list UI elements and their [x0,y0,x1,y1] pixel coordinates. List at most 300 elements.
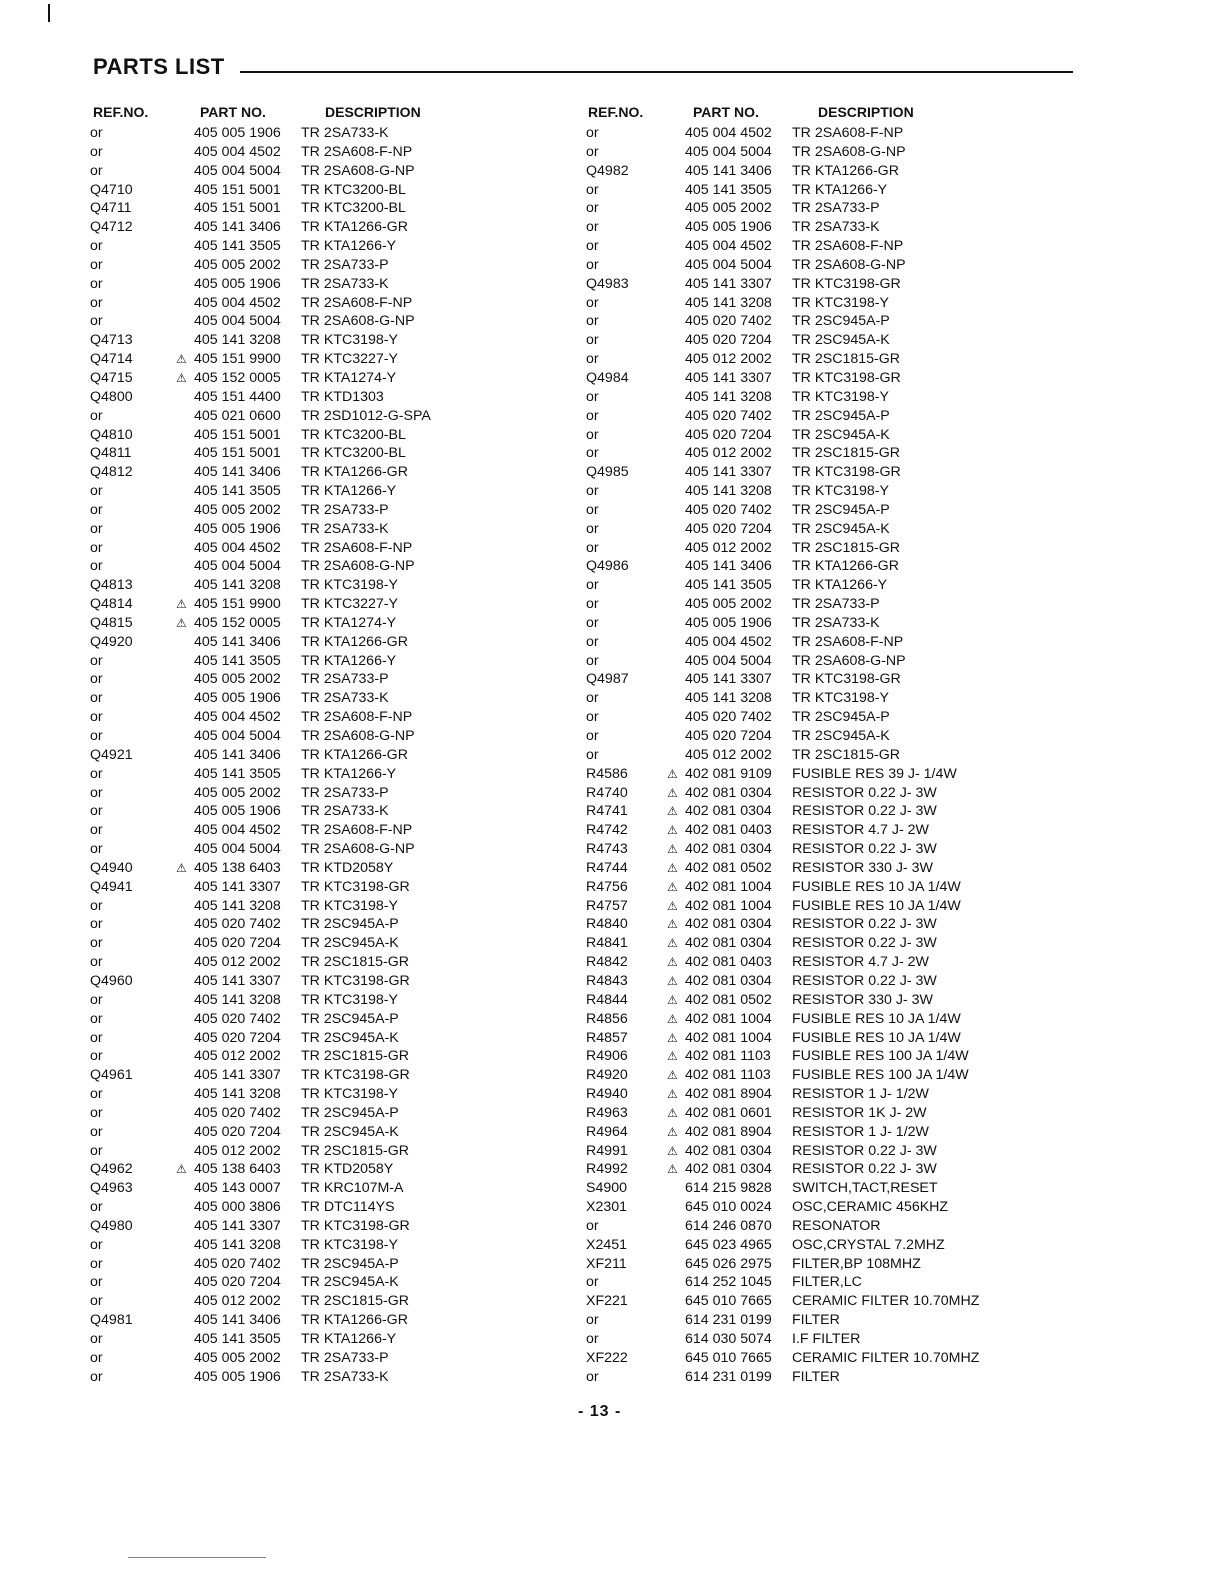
ref-no-cell: or [586,577,599,594]
warning-icon: ⚠ [667,1030,678,1045]
ref-no-cell: Q4940 [90,859,133,876]
part-no-cell: 405 012 2002 [194,1142,281,1159]
description-cell: RESISTOR 0.22 J- 3W [792,935,937,952]
description-cell: TR KTA1266-Y [792,181,888,198]
description-cell: TR KTC3198-GR [301,878,410,895]
ref-no-cell: Q4712 [90,219,133,236]
part-no-cell: 614 246 0870 [685,1217,772,1234]
ref-no-cell: Q4961 [90,1067,133,1084]
ref-no-cell: or [586,313,599,330]
description-cell: TR KTC3198-Y [792,294,889,311]
description-cell: FUSIBLE RES 10 JA 1/4W [792,878,961,895]
ref-no-cell: R4844 [586,991,628,1008]
part-no-cell: 405 141 3406 [194,633,281,650]
description-cell: I.F FILTER [792,1331,861,1347]
header-part-no: PART NO. [200,104,266,120]
description-cell: TR 2SA608-F-NP [792,238,904,255]
description-cell: RESISTOR 0.22 J- 3W [792,803,937,820]
part-no-cell: 405 004 4502 [685,125,772,141]
description-cell: TR KTA1266-GR [792,558,899,575]
description-cell: TR 2SA608-F-NP [301,294,413,311]
description-cell: TR 2SA608-G-NP [301,841,415,858]
ref-no-cell: S4900 [586,1180,628,1197]
description-cell: TR KTC3198-GR [792,464,901,481]
part-no-cell: 405 141 3208 [194,332,281,349]
ref-no-cell: R4963 [586,1104,628,1121]
description-cell: TR 2SC945A-P [792,709,890,726]
part-no-cell: 402 081 8904 [685,1123,772,1140]
warning-icon: ⚠ [667,1087,678,1102]
description-cell: TR KTA1266-Y [301,1331,397,1347]
ref-no-cell: or [586,614,599,631]
ref-no-cell: or [90,897,103,914]
ref-no-cell: or [586,200,599,217]
ref-no-cell: or [586,633,599,650]
description-cell: TR 2SC945A-P [792,313,890,330]
description-cell: TR 2SA733-K [792,614,880,631]
part-no-cell: 405 020 7204 [685,332,772,349]
description-cell: FILTER,BP 108MHZ [792,1255,921,1272]
ref-no-cell: or [90,1274,103,1291]
description-cell: TR 2SC1815-GR [792,539,901,556]
description-cell: TR KTC3227-Y [301,351,398,368]
ref-no-cell: or [90,1086,103,1103]
ref-no-cell: or [90,294,103,311]
ref-no-cell: R4964 [586,1123,628,1140]
part-no-cell: 405 141 3505 [194,483,281,500]
description-cell: RESISTOR 0.22 J- 3W [792,784,937,801]
description-cell: TR KTC3198-GR [792,671,901,688]
ref-no-cell: R4744 [586,859,628,876]
ref-no-cell: or [586,125,599,141]
part-no-cell: 405 020 7402 [685,407,772,424]
ref-no-cell: X2301 [586,1199,628,1216]
warning-icon: ⚠ [667,1124,678,1139]
bottom-rule [128,1557,266,1558]
description-cell: TR KTC3198-GR [301,972,410,989]
part-no-cell: 405 005 2002 [194,501,281,518]
description-cell: TR 2SC1815-GR [792,445,901,462]
description-cell: TR 2SA608-F-NP [792,125,904,141]
description-cell: TR KTC3198-Y [301,897,398,914]
ref-no-cell: R4992 [586,1161,628,1178]
part-no-cell: 402 081 0304 [685,1161,772,1178]
part-no-cell: 405 012 2002 [685,746,772,763]
ref-no-cell: Q4921 [90,746,133,763]
description-cell: TR KTD1303 [301,388,384,405]
description-cell: TR KTC3198-GR [301,1217,410,1234]
part-no-cell: 405 141 3307 [194,1217,281,1234]
warning-icon: ⚠ [667,992,678,1007]
part-no-cell: 405 004 5004 [194,313,281,330]
ref-no-cell: R4940 [586,1086,628,1103]
ref-no-cell: or [90,483,103,500]
ref-no-cell: or [90,313,103,330]
ref-no-cell: or [90,143,103,160]
part-no-cell: 405 004 4502 [194,143,281,160]
part-no-cell: 614 030 5074 [685,1331,772,1347]
ref-no-cell: Q4981 [90,1312,133,1329]
part-no-cell: 405 141 3505 [194,652,281,669]
description-cell: CERAMIC FILTER 10.70MHZ [792,1349,980,1366]
description-cell: TR 2SA608-G-NP [792,256,906,273]
description-cell: RESISTOR 1 J- 1/2W [792,1086,929,1103]
part-no-cell: 405 012 2002 [685,539,772,556]
ref-no-cell: or [90,1104,103,1121]
part-no-cell: 405 141 3208 [194,897,281,914]
warning-icon: ⚠ [667,917,678,932]
part-no-cell: 405 151 5001 [194,445,281,462]
part-no-cell: 405 141 3307 [194,972,281,989]
page-title: PARTS LIST [93,54,225,79]
part-no-cell: 405 020 7402 [685,313,772,330]
description-cell: TR KTC3198-GR [792,369,901,386]
description-cell: TR 2SA733-K [301,1368,389,1385]
description-cell: TR 2SD1012-G-SPA [301,407,431,424]
part-no-cell: 405 141 3208 [194,991,281,1008]
header-ref-no: REF.NO. [93,104,149,120]
header-part-no: PART NO. [693,104,759,120]
ref-no-cell: or [90,238,103,255]
part-no-cell: 405 141 3406 [685,162,772,179]
description-cell: TR KTC3227-Y [301,596,398,613]
part-no-cell: 405 020 7402 [194,916,281,933]
warning-icon: ⚠ [667,785,678,800]
part-no-cell: 405 141 3505 [685,577,772,594]
description-cell: RESISTOR 1K J- 2W [792,1104,927,1121]
part-no-cell: 405 151 9900 [194,596,281,613]
description-cell: TR 2SC1815-GR [792,746,901,763]
ref-no-cell: or [90,256,103,273]
part-no-cell: 405 020 7402 [685,709,772,726]
description-cell: TR 2SC1815-GR [301,954,410,971]
description-cell: TR 2SA733-P [792,200,880,217]
ref-no-cell: or [90,784,103,801]
part-no-cell: 405 020 7204 [194,1274,281,1291]
description-cell: TR 2SA608-F-NP [301,709,413,726]
ref-no-cell: or [586,426,599,443]
ref-no-cell: or [90,765,103,782]
description-cell: TR 2SC945A-K [792,426,890,443]
part-no-cell: 405 151 4400 [194,388,281,405]
part-no-cell: 405 141 3208 [194,1086,281,1103]
part-no-cell: 405 138 6403 [194,1161,281,1178]
part-no-cell: 405 021 0600 [194,407,281,424]
ref-no-cell: or [90,803,103,820]
ref-no-cell: R4742 [586,822,628,839]
header-description: DESCRIPTION [325,104,421,120]
ref-no-cell: or [90,520,103,537]
part-no-cell: 405 141 3208 [194,577,281,594]
description-cell: TR 2SA733-P [301,256,389,273]
description-cell: TR 2SC945A-P [792,407,890,424]
description-cell: TR KRC107M-A [301,1180,404,1197]
part-no-cell: 405 020 7204 [685,426,772,443]
part-no-cell: 405 141 3406 [194,1312,281,1329]
part-no-cell: 405 141 3505 [194,1331,281,1347]
warning-icon: ⚠ [667,1011,678,1026]
ref-no-cell: or [90,125,103,141]
ref-no-cell: or [586,1331,599,1347]
ref-no-cell: Q4815 [90,614,133,631]
description-cell: TR KTC3198-Y [301,577,398,594]
ref-no-cell: or [586,351,599,368]
ref-no-cell: or [90,916,103,933]
ref-no-cell: or [90,652,103,669]
ref-no-cell: R4757 [586,897,628,914]
warning-icon: ⚠ [176,615,187,630]
ref-no-cell: or [90,1142,103,1159]
ref-no-cell: X2451 [586,1236,628,1253]
ref-no-cell: R4857 [586,1029,628,1046]
description-cell: TR 2SA733-K [301,690,389,707]
part-no-cell: 405 138 6403 [194,859,281,876]
ref-no-cell: R4743 [586,841,628,858]
description-cell: TR KTA1266-GR [301,633,408,650]
description-cell: TR 2SA733-K [301,125,389,141]
description-cell: TR 2SC945A-P [301,1104,399,1121]
part-no-cell: 405 012 2002 [194,1048,281,1065]
part-no-cell: 405 004 5004 [194,558,281,575]
part-no-cell: 405 004 4502 [194,822,281,839]
part-no-cell: 614 231 0199 [685,1368,772,1385]
warning-icon: ⚠ [176,597,187,612]
ref-no-cell: R4842 [586,954,628,971]
ref-no-cell: or [586,219,599,236]
description-cell: FUSIBLE RES 100 JA 1/4W [792,1067,969,1084]
description-cell: TR 2SC945A-P [792,501,890,518]
part-no-cell: 405 151 5001 [194,181,281,198]
part-no-cell: 405 005 2002 [194,784,281,801]
ref-no-cell: or [90,1293,103,1310]
warning-icon: ⚠ [667,766,678,781]
description-cell: TR 2SC945A-K [301,1274,399,1291]
header-ref-no: REF.NO. [588,104,644,120]
part-no-cell: 645 010 7665 [685,1349,772,1366]
ref-no-cell: or [90,1199,103,1216]
header-description: DESCRIPTION [818,104,914,120]
ref-no-cell: or [586,1312,599,1329]
ref-no-cell: Q4714 [90,351,133,368]
part-no-cell: 402 081 0304 [685,1142,772,1159]
part-no-cell: 405 012 2002 [194,1293,281,1310]
part-no-cell: 405 141 3307 [685,464,772,481]
part-no-cell: 405 012 2002 [685,351,772,368]
part-no-cell: 405 012 2002 [685,445,772,462]
part-no-cell: 405 141 3406 [194,746,281,763]
ref-no-cell: R4741 [586,803,628,820]
part-no-cell: 402 081 1004 [685,1029,772,1046]
description-cell: TR 2SA608-F-NP [792,633,904,650]
description-cell: TR 2SC1815-GR [792,351,901,368]
part-no-cell: 402 081 0304 [685,784,772,801]
ref-no-cell: Q4986 [586,558,629,575]
part-no-cell: 405 005 2002 [685,200,772,217]
part-no-cell: 405 151 5001 [194,426,281,443]
ref-no-cell: or [90,991,103,1008]
part-no-cell: 405 020 7204 [194,935,281,952]
description-cell: TR 2SC945A-K [301,1123,399,1140]
ref-no-cell: or [90,1236,103,1253]
ref-no-cell: or [90,822,103,839]
part-no-cell: 405 152 0005 [194,369,281,386]
part-no-cell: 405 141 3307 [194,878,281,895]
page-number: - 13 - [578,1403,622,1420]
description-cell: TR KTA1266-GR [301,1312,408,1329]
ref-no-cell: or [90,1010,103,1027]
warning-icon: ⚠ [667,1068,678,1083]
description-cell: TR KTC3200-BL [301,181,406,198]
description-cell: TR 2SC945A-K [792,728,890,744]
part-no-cell: 405 141 3307 [685,369,772,386]
description-cell: TR KTA1266-GR [301,464,408,481]
ref-no-cell: Q4800 [90,388,133,405]
description-cell: TR KTA1266-Y [301,483,397,500]
ref-no-cell: Q4962 [90,1161,133,1178]
ref-no-cell: or [586,238,599,255]
description-cell: RESISTOR 0.22 J- 3W [792,916,937,933]
description-cell: RESISTOR 0.22 J- 3W [792,1161,937,1178]
part-no-cell: 402 081 1103 [685,1048,771,1065]
description-cell: TR 2SA608-F-NP [301,822,413,839]
description-cell: TR KTC3198-Y [301,991,398,1008]
ref-no-cell: Q4814 [90,596,133,613]
ref-no-cell: R4840 [586,916,628,933]
part-no-cell: 402 081 9109 [685,765,772,782]
ref-no-cell: Q4713 [90,332,133,349]
ref-no-cell: Q4941 [90,878,133,895]
description-cell: RESISTOR 4.7 J- 2W [792,822,929,839]
ref-no-cell: R4841 [586,935,628,952]
ref-no-cell: Q4985 [586,464,629,481]
description-cell: TR 2SA608-G-NP [301,558,415,575]
ref-no-cell: or [90,690,103,707]
ref-no-cell: or [90,1123,103,1140]
description-cell: TR DTC114YS [301,1199,395,1216]
ref-no-cell: Q4980 [90,1217,133,1234]
ref-no-cell: Q4920 [90,633,133,650]
part-no-cell: 405 141 3208 [685,483,772,500]
ref-no-cell: or [90,954,103,971]
part-no-cell: 405 020 7402 [685,501,772,518]
description-cell: TR KTA1266-Y [792,577,888,594]
warning-icon: ⚠ [176,352,187,367]
part-no-cell: 402 081 1004 [685,897,772,914]
ref-no-cell: Q4810 [90,426,133,443]
ref-no-cell: or [586,1274,599,1291]
description-cell: FILTER [792,1312,840,1329]
warning-icon: ⚠ [667,860,678,875]
description-cell: TR KTA1274-Y [301,614,397,631]
description-cell: TR 2SC945A-P [301,1010,399,1027]
ref-no-cell: XF222 [586,1349,628,1366]
ref-no-cell: or [586,501,599,518]
part-no-cell: 405 005 1906 [194,275,281,292]
part-no-cell: 405 005 2002 [194,256,281,273]
description-cell: FUSIBLE RES 10 JA 1/4W [792,1010,961,1027]
part-no-cell: 402 081 1103 [685,1067,771,1084]
ref-no-cell: or [90,501,103,518]
part-no-cell: 405 020 7204 [685,520,772,537]
title-rule [240,71,1073,73]
part-no-cell: 405 005 1906 [194,803,281,820]
description-cell: TR 2SA733-K [792,219,880,236]
ref-no-cell: Q4715 [90,369,133,386]
ref-no-cell: or [90,709,103,726]
part-no-cell: 405 000 3806 [194,1199,281,1216]
description-cell: TR 2SA733-P [301,784,389,801]
warning-icon: ⚠ [667,1143,678,1158]
description-cell: RESISTOR 1 J- 1/2W [792,1123,929,1140]
ref-no-cell: Q4960 [90,972,133,989]
part-no-cell: 402 081 0304 [685,972,772,989]
description-cell: TR 2SC1815-GR [301,1048,410,1065]
part-no-cell: 405 020 7204 [194,1123,281,1140]
ref-no-cell: or [586,294,599,311]
part-no-cell: 405 141 3208 [194,1236,281,1253]
ref-no-cell: R4756 [586,878,628,895]
part-no-cell: 645 026 2975 [685,1255,772,1272]
description-cell: TR KTC3200-BL [301,445,406,462]
part-no-cell: 405 004 5004 [194,162,281,179]
part-no-cell: 405 020 7402 [194,1104,281,1121]
description-cell: CERAMIC FILTER 10.70MHZ [792,1293,980,1310]
part-no-cell: 405 020 7204 [685,728,772,744]
description-cell: SWITCH,TACT,RESET [792,1180,938,1197]
warning-icon: ⚠ [667,1162,678,1177]
warning-icon: ⚠ [176,370,187,385]
description-cell: TR 2SA733-P [301,671,389,688]
part-no-cell: 405 141 3307 [685,671,772,688]
ref-no-cell: or [90,1029,103,1046]
description-cell: TR 2SA608-G-NP [301,313,415,330]
description-cell: TR 2SA733-P [301,501,389,518]
description-cell: TR KTA1266-GR [301,219,408,236]
part-no-cell: 405 152 0005 [194,614,281,631]
description-cell: TR 2SC945A-P [301,1255,399,1272]
part-no-cell: 405 005 1906 [194,125,281,141]
description-cell: TR KTA1266-GR [301,746,408,763]
ref-no-cell: Q4982 [586,162,629,179]
part-no-cell: 614 252 1045 [685,1274,772,1291]
part-no-cell: 405 004 5004 [685,143,772,160]
ref-no-cell: R4906 [586,1048,628,1065]
ref-no-cell: R4740 [586,784,628,801]
scan-edge-mark [48,4,50,22]
ref-no-cell: or [90,935,103,952]
ref-no-cell: Q4711 [90,200,132,217]
part-no-cell: 402 081 0304 [685,916,772,933]
description-cell: TR 2SA733-P [301,1349,389,1366]
warning-icon: ⚠ [667,936,678,951]
part-no-cell: 402 081 1004 [685,878,772,895]
ref-no-cell: or [586,520,599,537]
description-cell: TR 2SC945A-P [301,916,399,933]
ref-no-cell: or [586,181,599,198]
description-cell: TR KTC3198-Y [792,483,889,500]
ref-no-cell: or [90,539,103,556]
part-no-cell: 614 231 0199 [685,1312,772,1329]
part-no-cell: 405 005 2002 [685,596,772,613]
part-no-cell: 405 141 3406 [685,558,772,575]
part-no-cell: 402 081 0601 [685,1104,772,1121]
ref-no-cell: R4856 [586,1010,628,1027]
ref-no-cell: R4586 [586,765,628,782]
description-cell: RESISTOR 0.22 J- 3W [792,972,937,989]
ref-no-cell: Q4812 [90,464,133,481]
part-no-cell: 405 141 3505 [685,181,772,198]
part-no-cell: 405 012 2002 [194,954,281,971]
